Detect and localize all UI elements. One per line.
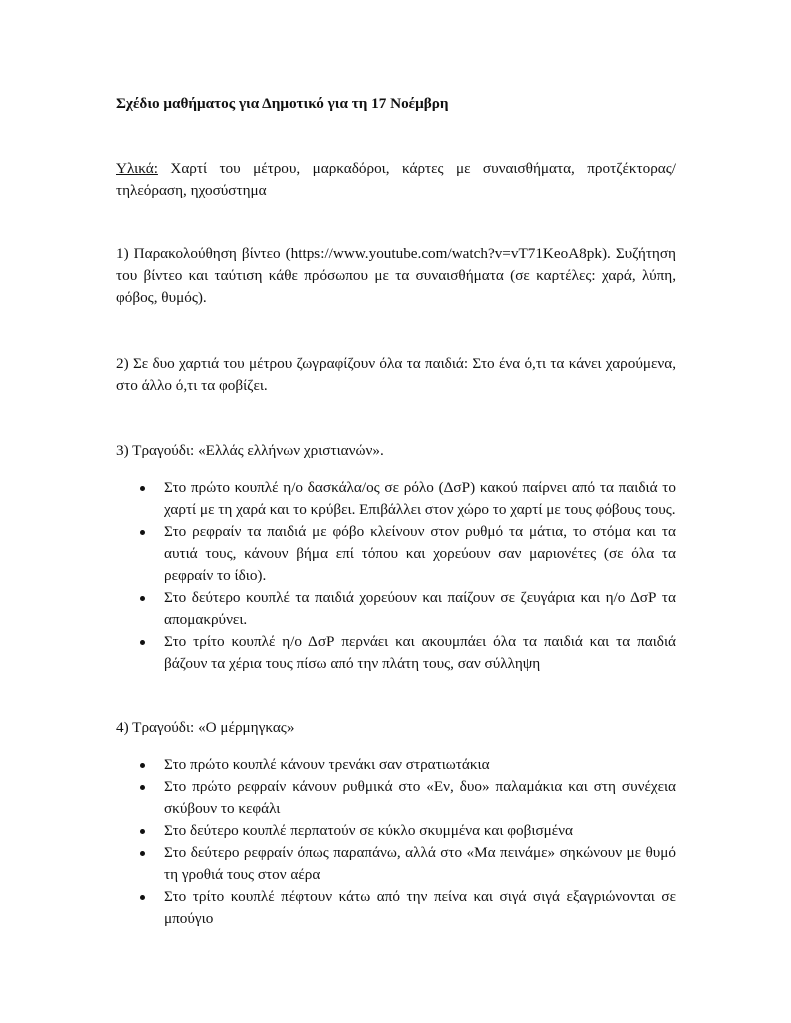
- bullet-icon: [140, 895, 145, 900]
- list-item: [116, 842, 676, 886]
- document-title: Σχέδιο μαθήματος για Δημοτικό για τη 17 Νοέμβρη: [116, 95, 449, 112]
- document-body: [116, 93, 676, 930]
- materials-label: Υλικά:: [116, 160, 158, 177]
- list-item: [116, 820, 676, 842]
- list-item: [116, 477, 676, 521]
- list-item: [116, 754, 676, 776]
- bullet-icon: [140, 851, 145, 856]
- bullet-icon: [140, 640, 145, 645]
- bullet-icon: [140, 829, 145, 834]
- list-item-text: Στο πρώτο κουπλέ η/ο δασκάλα/ος σε ρόλο (ΔσΡ) κακού παίρνει από τα παιδιά το χαρτί με τη χαρά και το κρύβει. Επιβάλλει στον χώρο το χαρτί με τους φόβους τους.: [164, 479, 676, 518]
- list-item-text: Στο τρίτο κουπλέ η/ο ΔσΡ περνάει και ακουμπάει όλα τα παιδιά και τα παιδιά βάζουν τα χέρια τους πίσω από την πλάτη τους, σαν σύλληψη: [164, 633, 676, 672]
- section-4-bullet-list: [116, 754, 676, 930]
- list-item-text: Στο δεύτερο ρεφραίν όπως παραπάνω, αλλά στο «Μα πεινάμε» σηκώνουν με θυμό τη γροθιά τους στον αέρα: [164, 844, 676, 883]
- list-item-text: Στο ρεφραίν τα παιδιά με φόβο κλείνουν στον ρυθμό τα μάτια, το στόμα και τα αυτιά τους, κάνουν βήμα επί τόπου και χορεύουν σαν μαριονέτες (σε όλα τα ρεφραίν το ίδιο).: [164, 523, 676, 584]
- list-item: [116, 521, 676, 587]
- list-item-text: Στο τρίτο κουπλέ πέφτουν κάτω από την πείνα και σιγά σιγά εξαγριώνονται σε μπούγιο: [164, 888, 676, 927]
- bullet-icon: [140, 763, 145, 768]
- list-item: [116, 776, 676, 820]
- bullet-icon: [140, 785, 145, 790]
- list-item: [116, 631, 676, 675]
- list-item-text: Στο πρώτο κουπλέ κάνουν τρενάκι σαν στρατιωτάκια: [164, 756, 490, 773]
- list-item-text: Στο δεύτερο κουπλέ περπατούν σε κύκλο σκυμμένα και φοβισμένα: [164, 822, 573, 839]
- materials-text: Χαρτί του μέτρου, μαρκαδόροι, κάρτες με συναισθήματα, προτζέκτορας/τηλεόραση, ηχοσύστημα: [116, 160, 676, 199]
- list-item-text: Στο πρώτο ρεφραίν κάνουν ρυθμικά στο «Εν, δυο» παλαμάκια και στη συνέχεια σκύβουν το κεφάλι: [164, 778, 676, 817]
- bullet-icon: [140, 530, 145, 535]
- bullet-icon: [140, 486, 145, 491]
- bullet-icon: [140, 596, 145, 601]
- section-1-watch-video: 1) Παρακολούθηση βίντεο (https://www.youtube.com/watch?v=vT71KeoA8pk). Συζήτηση του βίντεο και ταύτιση κάθε πρόσωπου με τα συναισθήματα (σε καρτέλες: χαρά, λύπη, φόβος, θυμός).: [116, 245, 676, 306]
- section-3-bullet-list: [116, 477, 676, 675]
- section-2-drawing: 2) Σε δυο χαρτιά του μέτρου ζωγραφίζουν όλα τα παιδιά: Στο ένα ό,τι τα κάνει χαρούμενα, στο άλλο ό,τι τα φοβίζει.: [116, 355, 676, 394]
- list-item-text: Στο δεύτερο κουπλέ τα παιδιά χορεύουν και παίζουν σε ζευγάρια και η/ο ΔσΡ τα απομακρύνει.: [164, 589, 676, 628]
- section-3-song-heading: 3) Τραγούδι: «Ελλάς ελλήνων χριστιανών».: [116, 442, 384, 459]
- list-item: [116, 886, 676, 930]
- section-4-song-heading: 4) Τραγούδι: «Ο μέρμηγκας»: [116, 719, 295, 736]
- list-item: [116, 587, 676, 631]
- materials-paragraph: [116, 158, 676, 202]
